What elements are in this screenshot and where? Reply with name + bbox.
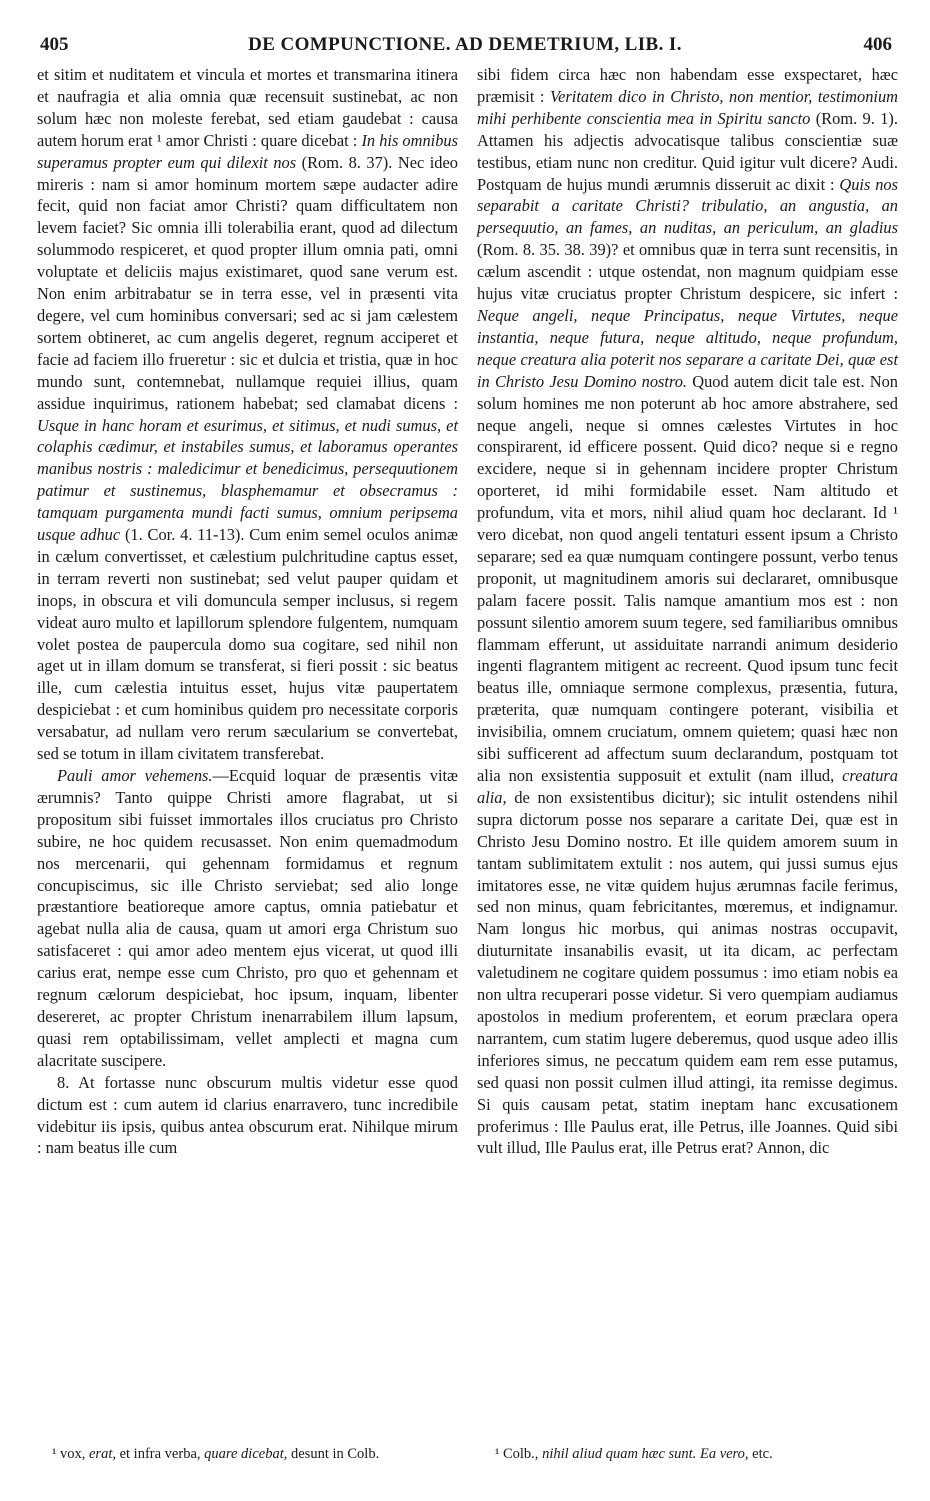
right-p1-quote-3: Neque angeli, neque Principatus, neque Virtutes, neque instantia, neque futura, neque altitudo, neque profundum, neque creatura alia poterit nos separare a caritate Dei, quæ est in Christo Jesu Domino nostro. (477, 305, 898, 391)
right-paragraph-1 (477, 64, 898, 1159)
right-p1-creatura: creatura alia, (477, 766, 898, 807)
running-head (30, 34, 900, 60)
left-p1-ref-2: (1. Cor. 4. 11-13). (124, 525, 245, 545)
left-p1-text: et sitim et nuditatem et vincula et mortes et transmarina itinera et naufragia et alia omnia quæ recensuit sustinebat, ac non solum hæc non moleste ferebat, sed etiam gaudebat : causa autem horum erat ¹ amor Christi : quare dicebat : (37, 65, 458, 150)
page-number-left: 405 (40, 34, 69, 55)
right-p1-text-c: et omnibus quæ in terra sunt recensitis, in cælum ascendit : utque ostendat, non magnum quidpiam esse hujus vitæ cruciatus propter Christum despicere, sic infert : (477, 240, 899, 304)
right-p1-ref: (Rom. 9. 1). (815, 108, 898, 128)
footnote-right-italic: nihil aliud quam hæc sunt. Ea vero, (542, 1446, 749, 1462)
left-p1-text-b: Nec ideo mireris : nam si amor hominum mortem sæpe audacter adire fecit, quid non faciat amor Christi? quam difficultatem non levem faciet? Sic omnia illi tolerabilia erant, quod ad dilectum solummodo respiceret, et quod propter illum omnia pati, omni voluptate et deliciis majus existimaret, quod sane verum est. Non enim arbitrabatur se in terra esse, vel in præsenti vita degere, vel cum hominibus conversari; sed ac si jam cælestem sortem obtineret, ac cum angelis degeret, regnum acciperet et facie ad faciem illo frueretur : sic et dulcia et tristia, quæ in hoc mundo sunt, contemnebat, nullamque requiei illius, quam assidue inquirimus, rationem habebat; sed clamabat dicens : (37, 152, 458, 413)
left-paragraph-2 (37, 765, 458, 1072)
page-number-right: 406 (863, 34, 892, 55)
section-heading-pauli-amor: Pauli amor vehemens. (57, 766, 213, 785)
footnote-left-prefix: ¹ vox, (52, 1446, 86, 1462)
footnote-left (52, 1445, 462, 1463)
right-p1-text: sibi fidem circa hæc non habendam esse exspectaret, hæc præmisit : (477, 65, 898, 106)
footnote-left-end: desunt in Colb. (291, 1446, 380, 1462)
left-p1-text-c: Cum enim semel oculos animæ in cælum convertisset, et cælestium pulchritudine captus esset, in terram reverti non sustinebat; sed velut pauper quidam et inops, in obscura et vili domuncula semper inclusus, si regem videat auro multo et lapillorum splendore fulgentem, numquam volet postea de paupercula domo sua cogitare, sed nihil non aget ut in illam domum se transferat, si fieri possit : sic beatus ille, cum cælestia intuitus esset, hujus vitæ paupertatem despiciebat : et cum hominibus quidem pro necessitate corporis versabatur, ad nullam vero rerum sæcularium se convertebat, sed se totum in illam civitatem transferebat. (37, 525, 458, 764)
left-p1-quote-2: Usque in hanc horam et esurimus, et sitimus, et nudi sumus, et colaphis cædimur, et instabiles sumus, et laboramus operantes manibus nostris : maledicimur et benedicimus, persequutionem patimur et sustinemus, blasphemamur et obsecramus : tamquam purgamenta mundi facti sumus, omnium peripsema usque adhuc (37, 415, 458, 545)
left-column (37, 64, 458, 1159)
right-p1-text-e: de non exsistentibus dicitur); sic intulit ostendens nihil supra dictorum posse nos separare a caritate Dei, quæ est in Christo Jesu Domino nostro. Et ille quidem amorem suum in tantam sublimitatem extulit : nos autem, qui jussi sumus ejus imitatores esse, ne vitæ quidem hujus ærumnas facile ferimus, sed non minus, quam febricitantes, mœremus, et indignamur. Nam longus hic morbus, qui animas nostras occupavit, diuturnitate insanabilis evasit, ut ita dicam, ac perfectam valetudinem ne cogitare quidem possumus : imo etiam nobis ea non ultra recuperari posse videtur. Si vero quempiam audiamus apostolos in medium proferentem, et eorum præclara opera narrantem, cum statim lugere deberemus, quod usque adeo illis inferiores simus, ne peccatum quidem eam rem esse putamus, sed quasi non possit culmen illud attingi, ita remisse degimus. Si quis causam petat, statim ineptam hanc excusationem proferimus : Ille Paulus erat, ille Petrus, ille Joannes. Quid sibi vult illud, Ille Paulus erat, ille Petrus erat? Annon, dic (477, 787, 898, 1158)
footnote-right-end: etc. (752, 1446, 773, 1462)
left-p1-ref: (Rom. 8. 37). (301, 152, 393, 172)
left-p2-text: —Ecquid loquar de præsentis vitæ ærumnis? Tanto quippe Christi amore flagrabat, ut si propositum sibi fuisset immortales illos cruciatus pro Christo subire, ne hoc quidem recusasset. Non enim quemadmodum nos mercenarii, qui gehennam formidamus et regnum concupiscimus, sic ille Christo serviebat; sed alio longe præstantiore beatioreque amore captus, omnia patiebatur et agebat nulla alia de causa, quam ut amori erga Christum suo satisfaceret : qui amor adeo mentem ejus vicerat, ut quod illi carius erat, nempe esse cum Christo, pro quo et gehennam et regnum cælorum despiciebat, hoc ipsum, inquam, libenter desereret, ac propter Christum inenarrabilem illum lapsum, quasi rem optabilissimam, vellet amplecti et magna cum alacritate suscipere. (37, 766, 458, 1070)
right-p1-text-b: Attamen his adjectis advocatisque talibus conscientiæ suæ testibus, etiam nunc non creditur. Quid igitur vult dicere? Audi. Postquam de hujus mundi ærumnis disseruit ac dixit : (477, 130, 898, 194)
right-column (477, 64, 898, 1159)
footnote-right (495, 1445, 905, 1463)
footnote-right-prefix: ¹ Colb., (495, 1446, 539, 1462)
right-p1-quote-2: Quis nos separabit a caritate Christi? tribulatio, an angustia, an persequutio, an fames, an nuditas, an periculum, an gladius (477, 174, 898, 238)
running-title: DE COMPUNCTIONE. AD DEMETRIUM, LIB. I. (248, 34, 682, 55)
left-paragraph-1 (37, 64, 458, 765)
footnote-left-mid: et infra verba, (119, 1446, 201, 1462)
left-p1-quote: In his omnibus superamus propter eum qui dilexit nos (37, 130, 458, 172)
left-paragraph-3 (37, 1072, 458, 1160)
left-p3-text: 8. At fortasse nunc obscurum multis videtur esse quod dictum est : cum autem id clarius enarravero, tunc incredibile videbitur iis ipsis, quibus antea obscurum erat. Nihilque mirum : nam beatus ille cum (37, 1072, 458, 1158)
footnote-left-italic-2: quare dicebat, (204, 1446, 288, 1462)
right-p1-ref-2: (Rom. 8. 35. 38. 39)? (477, 240, 619, 260)
footnote-left-italic-1: erat, (88, 1446, 116, 1462)
right-p1-text-d: Quod autem dicit tale est. Non solum homines me non poterunt ab hoc amore abstrahere, sed neque angeli, neque si omnes cælestes Virtutes in hoc conspirarent, id efficere possent. Quid dico? neque si e regno excidere, neque si in gehennam incidere propter Christum oporteret, id mihi formidabile esset. Nam altitudo et profundum, vita et mors, nihil aliud quam hoc declarant. Id ¹ vero dicebat, non quod angeli tentaturi essent ipsum a Christo separare; sed ea quæ numquam contingere possunt, verbo tenus proponit, ut magnitudinem amoris sui declararet, omnibusque palam facere possit. Talis namque amantium mos est : non possunt silentio amorem suum tegere, sed familiaribus omnibus flammam efferunt, ut assiduitate narrandi animum desiderio ingenti flagrantem mitigent ac recreent. Quod ipsum tunc fecit beatus ille, omniaque sermone complexus, præsentia, futura, præterita, quæ numquam contingere poterant, visibilia et invisibilia, omnem cruciatum, omnem quietem; quasi hæc non sibi sufficerent ad affectum suum declarandum, postquam tot alia non exsistentia supposuit et extulit (nam illud, (477, 371, 899, 785)
right-p1-quote: Veritatem dico in Christo, non mentior, testimonium mihi perhibente conscientia mea in Spiritu sancto (477, 86, 898, 128)
